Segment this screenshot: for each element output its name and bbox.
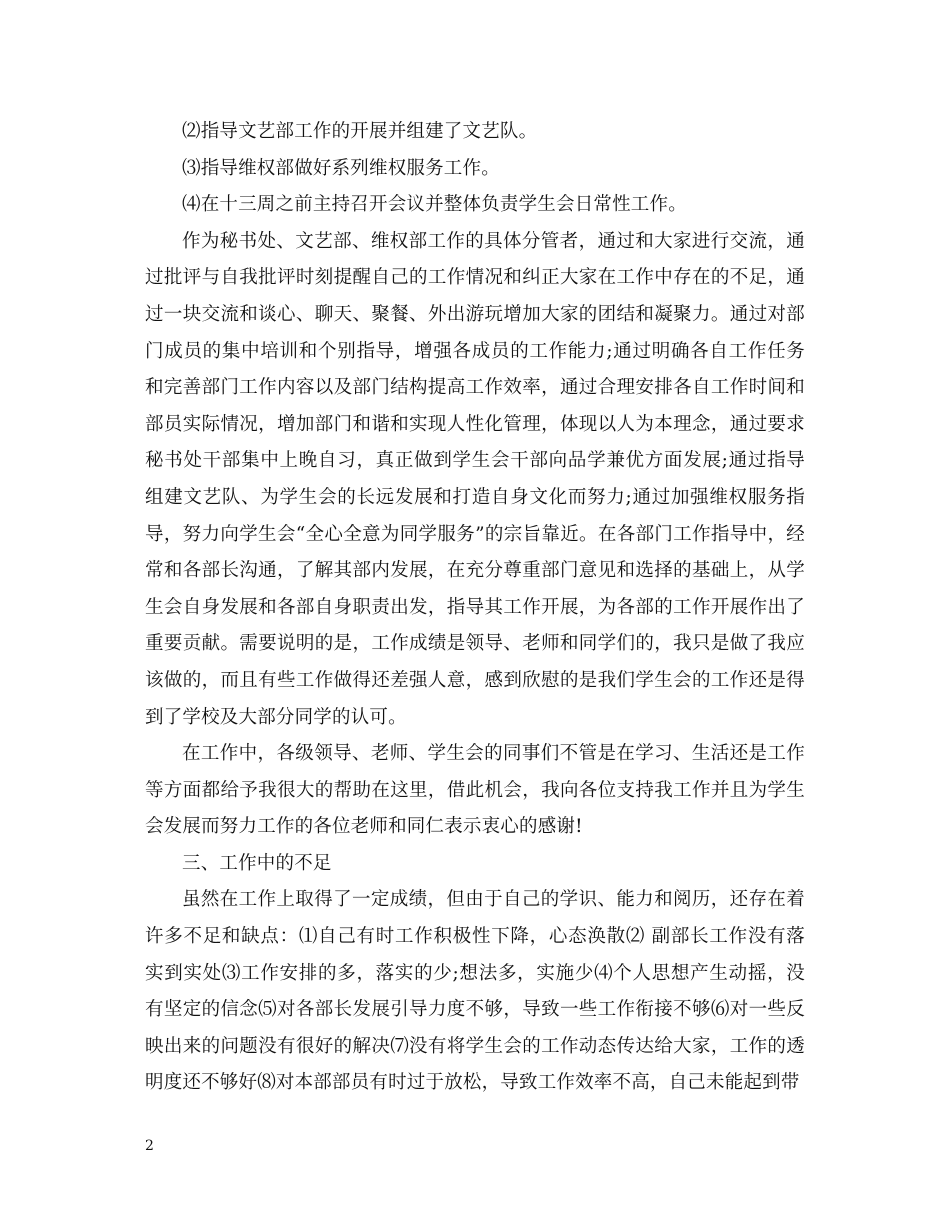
section-heading-shortcomings: 三、工作中的不足 bbox=[182, 852, 332, 874]
paragraph-item-3: ⑶指导维权部做好系列维权服务工作。 bbox=[182, 157, 500, 179]
document-body bbox=[145, 114, 805, 1102]
paragraph-responsibilities: 作为秘书处、文艺部、维权部工作的具体分管者，通过和大家进行交流，通过批评与自我批评时刻提醒自己的工作情况和纠正大家在工作中存在的不足，通过一块交流和谈心、聊天、聚餐、外出游玩增加大家的团结和凝聚力。通过对部门成员的集中培训和个别指导，增强各成员的工作能力;通过明确各自工作任务和完善部门工作内容以及部门结构提高工作效率，通过合理安排各自工作时间和部员实际情况，增加部门和谐和实现人性化管理，体现以人为本理念，通过要求秘书处干部集中上晚自习，真正做到学生会干部向品学兼优方面发展;通过指导组建文艺队、为学生会的长远发展和打造自身文化而努力;通过加强维权服务指导，努力向学生会“全心全意为同学服务”的宗旨靠近。在各部门工作指导中，经常和各部长沟通，了解其部内发展，在充分尊重部门意见和选择的基础上，从学生会自身发展和各部自身职责出发，指导其工作开展，为各部的工作开展作出了重要贡献。需要说明的是，工作成绩是领导、老师和同学们的，我只是做了我应该做的，而且有些工作做得还差强人意，感到欣慰的是我们学生会的工作还是得到了学校及大部分同学的认可。 bbox=[145, 230, 805, 728]
paragraph-thanks: 在工作中，各级领导、老师、学生会的同事们不管是在学习、生活还是工作等方面都给予我很大的帮助在这里，借此机会，我向各位支持我工作并且为学生会发展而努力工作的各位老师和同仁表示衷心的感谢! bbox=[145, 743, 805, 838]
paragraph-shortcomings: 虽然在工作上取得了一定成绩，但由于自己的学识、能力和阅历，还存在着许多不足和缺点：⑴自己有时工作积极性下降，心态涣散⑵ 副部长工作没有落实到实处⑶工作安排的多，落实的少;想法多，实施少⑷个人思想产生动摇，没有坚定的信念⑸对各部长发展引导力度不够，导致一些工作衔接不够⑹对一些反映出来的问题没有很好的解决⑺没有将学生会的工作动态传达给大家，工作的透明度还不够好⑻对本部部员有时过于放松，导致工作效率不高，自己未能起到带 bbox=[145, 889, 805, 1094]
page-number: 2 bbox=[145, 1138, 154, 1154]
paragraph-item-4: ⑷在十三周之前主持召开会议并整体负责学生会日常性工作。 bbox=[182, 194, 687, 216]
paragraph-item-2: ⑵指导文艺部工作的开展并组建了文艺队。 bbox=[182, 121, 538, 142]
